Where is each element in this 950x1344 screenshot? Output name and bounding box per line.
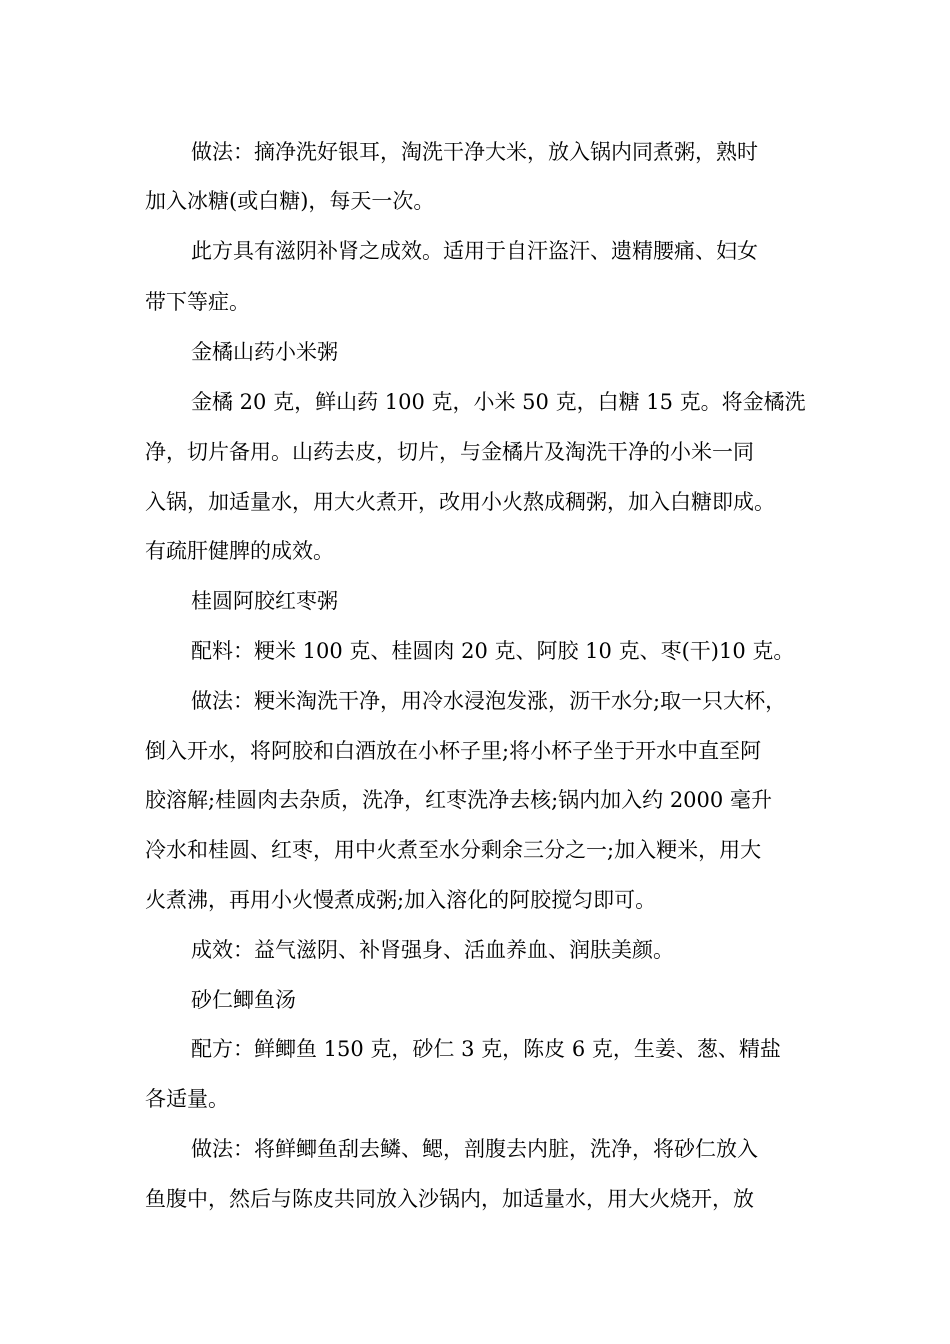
section-heading: 桂圆阿胶红枣粥 (191, 589, 338, 613)
text-line: 胶溶解;桂圆肉去杂质，洗净，红枣洗净去核;锅内加入约 2000 毫升 (145, 788, 772, 812)
text-line: 做法：粳米淘洗干净，用冷水浸泡发涨，沥干水分;取一只大杯， (191, 689, 787, 713)
section-heading: 金橘山药小米粥 (191, 340, 338, 364)
text-line: 成效：益气滋阴、补肾强身、活血养血、润肤美颜。 (191, 938, 674, 962)
text-line: 加入冰糖(或白糖)，每天一次。 (145, 189, 435, 213)
text-line: 此方具有滋阴补肾之成效。适用于自汗盗汗、遗精腰痛、妇女 (191, 239, 758, 263)
text-line: 带下等症。 (145, 290, 250, 314)
text-line: 倒入开水，将阿胶和白酒放在小杯子里;将小杯子坐于开水中直至阿 (145, 739, 762, 763)
text-line: 鱼腹中，然后与陈皮共同放入沙锅内，加适量水，用大火烧开，放 (145, 1187, 754, 1211)
text-line: 净，切片备用。山药去皮，切片，与金橘片及淘洗干净的小米一同 (145, 440, 754, 464)
text-line: 各适量。 (145, 1087, 229, 1111)
section-heading: 砂仁鲫鱼汤 (191, 988, 296, 1012)
text-line: 入锅，加适量水，用大火煮开，改用小火熬成稠粥，加入白糖即成。 (145, 490, 775, 514)
text-line: 有疏肝健脾的成效。 (145, 539, 334, 563)
text-line: 火煮沸，再用小火慢煮成粥;加入溶化的阿胶搅匀即可。 (145, 888, 657, 912)
text-line: 做法：摘净洗好银耳，淘洗干净大米，放入锅内同煮粥，熟时 (191, 140, 758, 164)
text-line: 冷水和桂圆、红枣，用中火煮至水分剩余三分之一;加入粳米，用大 (145, 838, 762, 862)
text-line: 金橘 20 克，鲜山药 100 克，小米 50 克，白糖 15 克。将金橘洗 (191, 390, 806, 414)
text-line: 配料：粳米 100 克、桂圆肉 20 克、阿胶 10 克、枣(干)10 克。 (191, 639, 795, 663)
text-line: 配方：鲜鲫鱼 150 克，砂仁 3 克，陈皮 6 克，生姜、葱、精盐 (191, 1037, 781, 1061)
text-line: 做法：将鲜鲫鱼刮去鳞、鳃，剖腹去内脏，洗净，将砂仁放入 (191, 1137, 758, 1161)
